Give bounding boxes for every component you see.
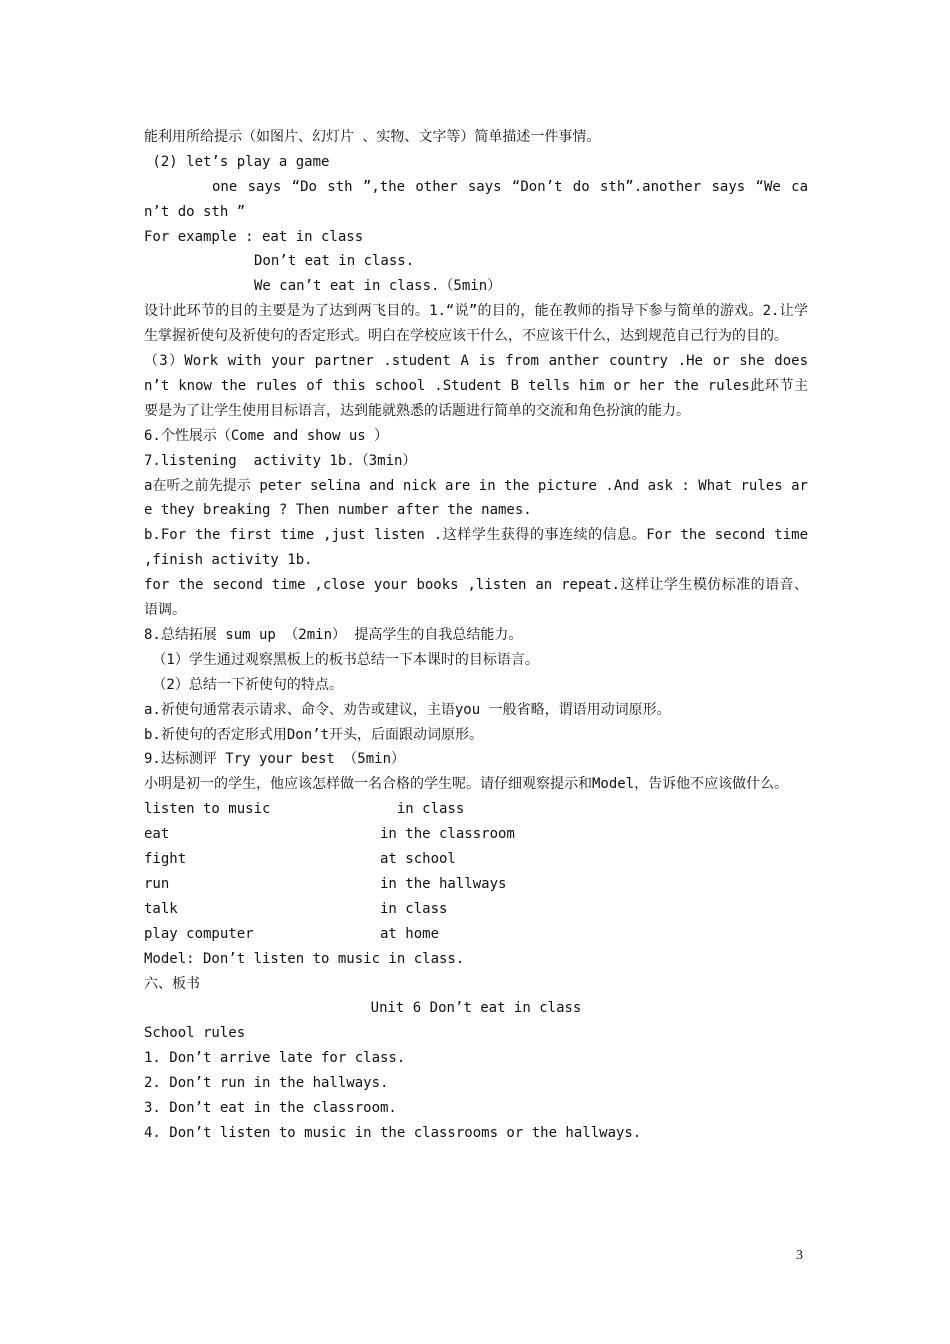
practice-table [144,797,808,946]
paragraph: （3）Work with your partner .student A is from anther country .He or she doesn’t know the rules of this school .Student B tells him or her the rules此环节主要是为了让学生使用目标语言，达到能就熟悉的话题进行简单的交流和角色扮演的能力。 [144,353,808,419]
text-line: Don’t eat in class. [254,253,415,270]
text-line: （1）学生通过观察黑板上的板书总结一下本课时的目标语言。 [144,651,539,668]
rule-item: 2. Don’t run in the hallways. [144,1075,389,1092]
board-title: Unit 6 Don’t eat in class [370,1000,582,1017]
action-cell: run [144,875,170,892]
place-cell: in the classroom [380,826,515,843]
table-row [144,922,808,947]
section-heading: 六、板书 [144,975,200,992]
paragraph: b.For the first time ,just listen .这样学生获得的事连续的信息。For the second time ,finish activity 1b. [144,527,808,569]
table-row [144,797,808,822]
section-heading: 6.个性展示（Come and show us ） [144,427,389,444]
place-cell: in class [380,900,448,917]
text-line: b.祈使句的否定形式用Don’t开头，后面跟动词原形。 [144,726,483,743]
paragraph: 小明是初一的学生，他应该怎样做一名合格的学生呢。请仔细观察提示和Model，告诉他不应该做什么。 [144,776,789,793]
text-line: (2) let’s play a game [144,153,330,170]
table-row [144,897,808,922]
section-heading: 8.总结拓展 sum up （2min） 提高学生的自我总结能力。 [144,627,523,644]
place-cell: in the hallways [380,875,507,892]
place-cell: at school [380,851,456,868]
text-line: For example : eat in class [144,228,364,245]
page-number: 3 [796,1248,803,1263]
model-sentence: Model: Don’t listen to music in class. [144,950,465,967]
game-description: one says “Do sth ”,the other says “Don’t do sth”.another says “We can’t do sth ” [144,178,808,220]
lesson-plan-text [144,125,808,1146]
paragraph: a在听之前先提示 peter selina and nick are in the picture .And ask : What rules are they breaking ? Then number after the names. [144,477,808,519]
table-row [144,847,808,872]
action-cell: talk [144,900,178,917]
action-cell: play computer [144,925,254,942]
place-cell: in class [380,801,465,818]
rule-item: 1. Don’t arrive late for class. [144,1050,406,1067]
section-heading: 7.listening activity 1b.（3min） [144,452,417,469]
section-heading: 9.达标测评 Try your best （5min） [144,751,406,768]
table-row [144,822,808,847]
place-cell: at home [380,925,440,942]
action-cell: listen to music [144,801,271,818]
text-line: a.祈使句通常表示请求、命令、劝告或建议，主语you 一般省略，谓语用动词原形。 [144,701,671,718]
action-cell: fight [144,851,187,868]
text-line: （2）总结一下祈使句的特点。 [144,676,343,693]
rule-item: 4. Don’t listen to music in the classrooms or the hallways. [144,1124,642,1141]
action-cell: eat [144,826,170,843]
rule-item: 3. Don’t eat in the classroom. [144,1099,397,1116]
table-row [144,872,808,897]
paragraph: 设计此环节的目的主要是为了达到两飞目的。1.“说”的目的，能在教师的指导下参与简单的游戏。2.让学生掌握祈使句及祈使句的否定形式。明白在学校应该干什么，不应该干什么，达到规范自己行为的目的。 [144,303,808,345]
text-line: 能利用所给提示（如图片、幻灯片 、实物、文字等）简单描述一件事情。 [144,129,601,145]
paragraph: for the second time ,close your books ,listen an repeat.这样让学生模仿标准的语音、语调。 [144,577,808,619]
board-subtitle: School rules [144,1025,246,1042]
text-line: We can’t eat in class.（5min） [254,278,502,295]
